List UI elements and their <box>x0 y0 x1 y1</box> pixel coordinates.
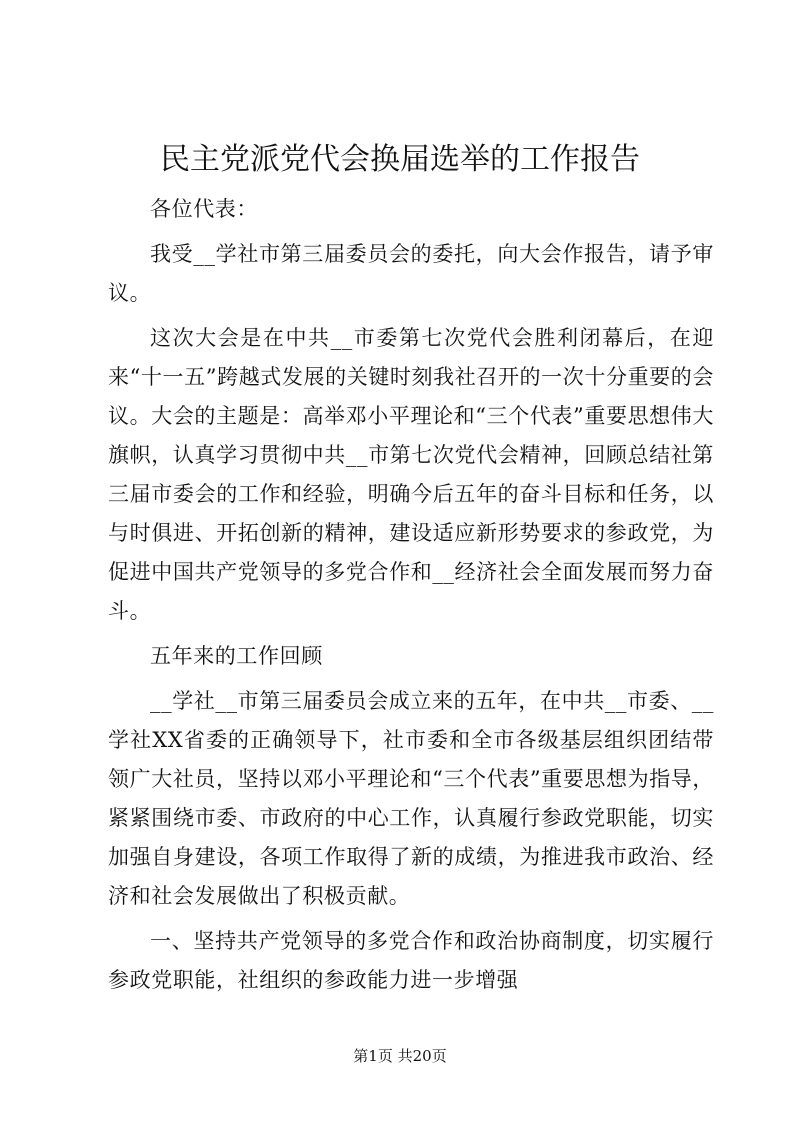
document-body <box>108 190 714 1006</box>
paragraph-five-years: __学社__市第三届委员会成立来的五年，在中共__市委、__学社XX省委的正确领导下，社市委和全市各级基层组织团结带领广大社员，坚持以邓小平理论和“三个代表”重要思想为指导，紧紧围绕市委、市政府的中心工作，认真履行参政党职能，切实加强自身建设，各项工作取得了新的成绩，为推进我市政治、经济和社会发展做出了积极贡献。 <box>108 689 714 908</box>
document-title: 民主党派党代会换届选举的工作报告 <box>160 142 640 177</box>
paragraph-commission: 我受__学社市第三届委员会的委托，向大会作报告，请予审议。 <box>108 242 714 305</box>
salutation: 各位代表： <box>150 197 258 221</box>
paragraph-meeting-theme: 这次大会是在中共__市委第七次党代会胜利闭幕后，在迎来“十一五”跨越式发展的关键时刻我社召开的一次十分重要的会议。大会的主题是：高举邓小平理论和“三个代表”重要思想伟大旗帜，认真学习贯彻中共__市第七次党代会精神，回顾总结社第三届市委会的工作和经验，明确今后五年的奋斗目标和任务，以与时俱进、开拓创新的精神，建设适应新形势要求的参政党，为促进中国共产党领导的多党合作和__经济社会全面发展而努力奋斗。 <box>108 326 714 623</box>
section-heading-one: 一、坚持共产党领导的多党合作和政治协商制度，切实履行参政党职能，社组织的参政能力进一步增强 <box>108 929 714 992</box>
section-heading-review: 五年来的工作回顾 <box>150 644 323 668</box>
page-number-footer: 第1页 共20页 <box>353 1047 447 1065</box>
